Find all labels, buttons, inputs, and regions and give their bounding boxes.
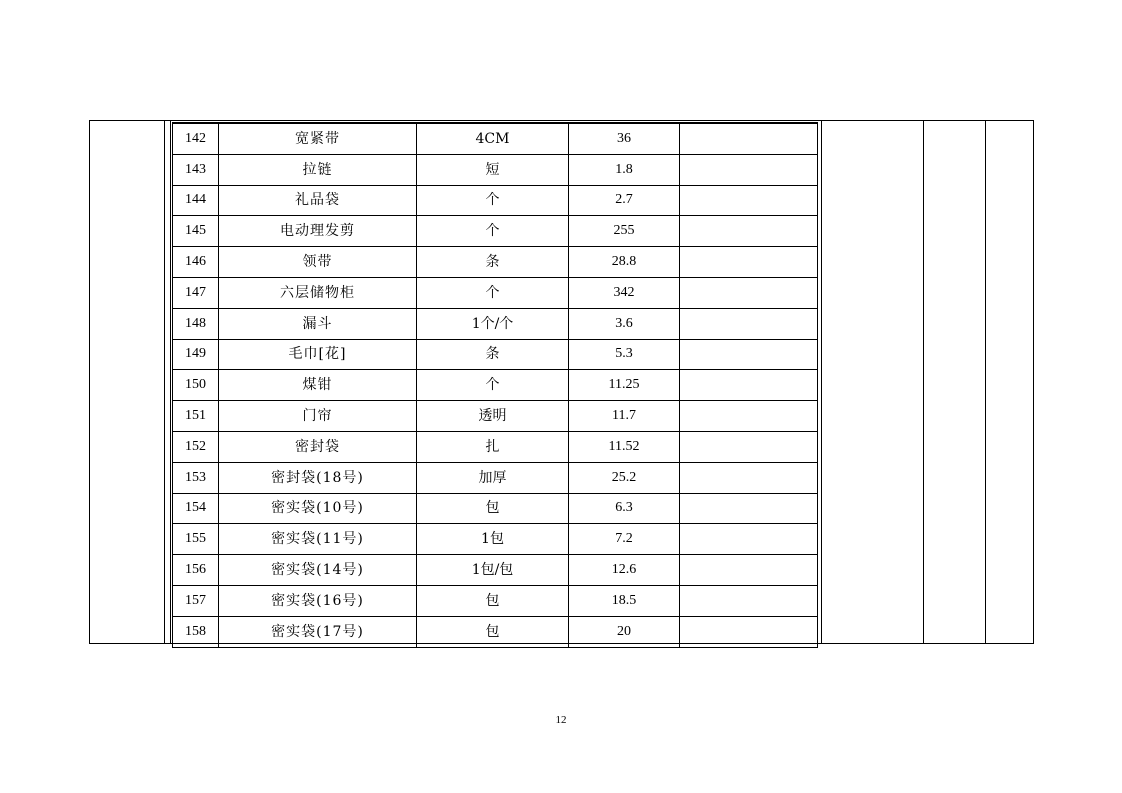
cell-remark [680, 308, 818, 339]
cell-item-name: 密实袋(10号) [219, 493, 417, 524]
cell-spec: 扎 [417, 431, 569, 462]
cell-number: 148 [173, 308, 219, 339]
cell-number: 143 [173, 154, 219, 185]
table-row [173, 277, 818, 308]
cell-number: 158 [173, 616, 219, 647]
cell-price: 11.25 [569, 370, 680, 401]
cell-remark [680, 524, 818, 555]
cell-price: 25.2 [569, 462, 680, 493]
cell-number: 147 [173, 277, 219, 308]
cell-spec: 透明 [417, 401, 569, 432]
cell-remark [680, 123, 818, 154]
cell-spec: 个 [417, 370, 569, 401]
cell-spec: 包 [417, 493, 569, 524]
item-price-table [172, 122, 818, 648]
cell-price: 255 [569, 216, 680, 247]
cell-remark [680, 216, 818, 247]
table-row [173, 585, 818, 616]
cell-item-name: 密封袋 [219, 431, 417, 462]
cell-spec: 4CM [417, 123, 569, 154]
cell-number: 142 [173, 123, 219, 154]
cell-remark [680, 555, 818, 586]
table-row [173, 123, 818, 154]
cell-price: 2.7 [569, 185, 680, 216]
cell-number: 144 [173, 185, 219, 216]
cell-number: 155 [173, 524, 219, 555]
table-row [173, 308, 818, 339]
cell-item-name: 密封袋(18号) [219, 462, 417, 493]
cell-price: 11.7 [569, 401, 680, 432]
cell-item-name: 电动理发剪 [219, 216, 417, 247]
cell-number: 146 [173, 247, 219, 278]
cell-spec: 短 [417, 154, 569, 185]
cell-item-name: 礼品袋 [219, 185, 417, 216]
table-row [173, 339, 818, 370]
cell-remark [680, 431, 818, 462]
cell-number: 153 [173, 462, 219, 493]
cell-number: 150 [173, 370, 219, 401]
cell-price: 7.2 [569, 524, 680, 555]
cell-price: 18.5 [569, 585, 680, 616]
cell-item-name: 宽紧带 [219, 123, 417, 154]
cell-price: 28.8 [569, 247, 680, 278]
table-row [173, 616, 818, 647]
cell-item-name: 漏斗 [219, 308, 417, 339]
table-row [173, 247, 818, 278]
column-divider [923, 121, 924, 643]
cell-remark [680, 185, 818, 216]
cell-item-name: 密实袋(11号) [219, 524, 417, 555]
column-divider [164, 121, 165, 643]
cell-spec: 包 [417, 585, 569, 616]
column-divider [821, 121, 822, 643]
cell-spec: 条 [417, 339, 569, 370]
cell-price: 12.6 [569, 555, 680, 586]
cell-spec: 1包/包 [417, 555, 569, 586]
cell-remark [680, 585, 818, 616]
cell-number: 145 [173, 216, 219, 247]
column-divider [985, 121, 986, 643]
table-body [173, 123, 818, 647]
cell-remark [680, 370, 818, 401]
cell-item-name: 领带 [219, 247, 417, 278]
table-row [173, 154, 818, 185]
cell-price: 11.52 [569, 431, 680, 462]
cell-price: 1.8 [569, 154, 680, 185]
cell-price: 5.3 [569, 339, 680, 370]
cell-remark [680, 462, 818, 493]
table-row [173, 462, 818, 493]
table-row [173, 555, 818, 586]
cell-price: 342 [569, 277, 680, 308]
cell-spec: 个 [417, 216, 569, 247]
cell-remark [680, 277, 818, 308]
table-row [173, 524, 818, 555]
cell-number: 157 [173, 585, 219, 616]
table-row [173, 401, 818, 432]
cell-number: 156 [173, 555, 219, 586]
cell-remark [680, 247, 818, 278]
cell-number: 151 [173, 401, 219, 432]
cell-price: 3.6 [569, 308, 680, 339]
cell-price: 6.3 [569, 493, 680, 524]
cell-price: 36 [569, 123, 680, 154]
cell-item-name: 煤钳 [219, 370, 417, 401]
cell-item-name: 密实袋(14号) [219, 555, 417, 586]
cell-spec: 个 [417, 185, 569, 216]
cell-item-name: 门帘 [219, 401, 417, 432]
column-divider [170, 121, 171, 643]
table-row [173, 370, 818, 401]
cell-remark [680, 401, 818, 432]
cell-remark [680, 339, 818, 370]
cell-spec: 1个/个 [417, 308, 569, 339]
cell-spec: 个 [417, 277, 569, 308]
cell-spec: 包 [417, 616, 569, 647]
cell-spec: 加厚 [417, 462, 569, 493]
cell-remark [680, 493, 818, 524]
cell-number: 154 [173, 493, 219, 524]
table-row [173, 216, 818, 247]
cell-remark [680, 616, 818, 647]
cell-spec: 条 [417, 247, 569, 278]
cell-item-name: 六层储物柜 [219, 277, 417, 308]
table-row [173, 185, 818, 216]
cell-item-name: 密实袋(16号) [219, 585, 417, 616]
cell-item-name: 密实袋(17号) [219, 616, 417, 647]
cell-remark [680, 154, 818, 185]
table-row [173, 431, 818, 462]
cell-number: 152 [173, 431, 219, 462]
cell-price: 20 [569, 616, 680, 647]
cell-spec: 1包 [417, 524, 569, 555]
cell-item-name: 毛巾[花] [219, 339, 417, 370]
outer-table-frame [89, 120, 1034, 644]
table-row [173, 493, 818, 524]
cell-item-name: 拉链 [219, 154, 417, 185]
cell-number: 149 [173, 339, 219, 370]
page-number: 12 [555, 714, 567, 726]
